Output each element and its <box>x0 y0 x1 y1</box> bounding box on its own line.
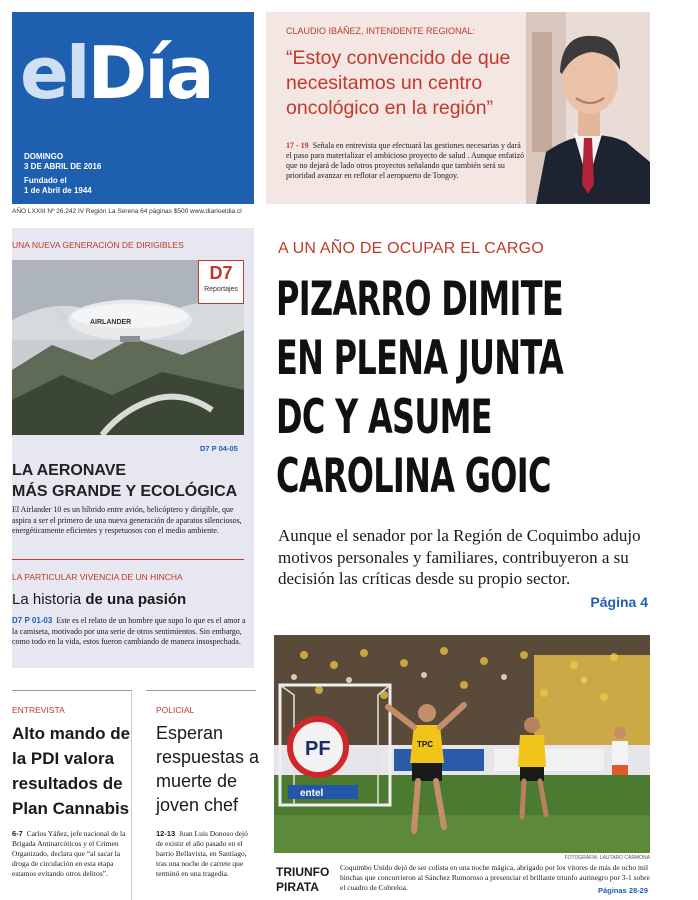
airship-label: AIRLANDER <box>90 319 132 326</box>
issue-info-line: AÑO LXXIII Nº 26.242 IV Región La Serena 64 páginas $500 www.diarioeldia.cl <box>12 208 242 215</box>
lead-headline-line: DC Y ASUME <box>276 390 492 445</box>
d7-kicker: UNA NUEVA GENERACIÓN DE DIRIGIBLES <box>12 240 184 250</box>
lead-headline-line: PIZARRO DIMITE <box>276 272 563 327</box>
d7-pages: D7 P 04-05 <box>200 444 238 453</box>
sports-title[interactable] <box>276 865 340 895</box>
hincha-title[interactable] <box>12 590 248 610</box>
d7-headline-line: MÁS GRANDE Y ECOLÓGICA <box>12 483 238 500</box>
top-story-text: Señala en entrevista que efectuará las gestiones necesarias y dará el paso para materializar el ambicioso proyecto de salud . Aunque enfatizó que no dejará de lado otros proyectos señalando que también será su prioridad avanzar en reflotar el aeropuerto de Tongoy. <box>286 141 525 180</box>
photo-credit: FOTOGRAFÍA: LAUTARO CARMONA <box>564 855 650 861</box>
chef-story <box>146 690 260 900</box>
pdi-headline[interactable]: Alto mando de la PDI valora resultados de Plan Cannabis <box>12 724 131 818</box>
sports-page-link[interactable]: Páginas 28-29 <box>597 886 648 895</box>
sports-title-line: PIRATA <box>276 880 319 894</box>
lead-page-link[interactable]: Página 4 <box>590 594 648 610</box>
newspaper-logo[interactable] <box>20 18 248 128</box>
edition-full-date: 3 DE ABRIL DE 2016 <box>24 162 102 171</box>
d7-divider <box>12 559 244 560</box>
pdi-pages: 6-7 <box>12 829 23 838</box>
sports-body: Coquimbo Unido dejó de ser colista en una noche mágica, abrigado por los vitores de más de ocho mil hinchas que concurrieron al Sánchez Rumoroso a presenciar el brillante triunfo aurinegro por 3-1 sobre el cuadro de Cobreloa. <box>340 863 650 892</box>
pdi-text: Carlos Yáñez, jefe nacional de la Brigada Antinarcóticos y el Crimen Organizado, declara que “al sacar la droga de circulación en esta etapa estamos evitando otros delitos”. <box>12 829 126 878</box>
pdi-story <box>12 690 132 900</box>
d7-body: El Airlander 10 es un híbrido entre avión, helicóptero y dirigible, que aspira a ser el primero de una nueva generación de aparatos silenciosos, energéticamente eficientes y respetuosos con el medio ambiente. <box>12 505 242 535</box>
sports-title-line: TRIUNFO <box>276 865 330 879</box>
hincha-kicker: LA PARTICULAR VIVENCIA DE UN HINCHA <box>12 572 183 582</box>
founded-label: Fundado el <box>24 176 67 185</box>
player-opponent <box>612 727 628 775</box>
pdi-kicker: ENTREVISTA <box>12 705 65 715</box>
top-story[interactable] <box>266 12 650 204</box>
founded-date: 1 de Abril de 1944 <box>24 186 92 195</box>
pdi-body <box>12 829 130 879</box>
d7-badge-label: Reportajes <box>204 286 238 293</box>
d7-section <box>12 228 254 668</box>
logo-el: el <box>20 31 88 115</box>
lead-kicker: A UN AÑO DE OCUPAR EL CARGO <box>278 240 544 257</box>
jersey-text: TPC <box>417 740 433 749</box>
logo-dia: Día <box>87 31 212 115</box>
lead-headline-line: EN PLENA JUNTA <box>276 331 564 386</box>
hincha-title-bold: de una pasión <box>85 591 187 608</box>
hincha-pages: D7 P 01-03 <box>12 616 53 625</box>
intendente-portrait-photo <box>526 12 650 204</box>
edition-date <box>24 152 184 172</box>
football-celebration-photo[interactable] <box>274 635 650 853</box>
d7-badge-code: D7 <box>209 263 233 283</box>
top-story-kicker: CLAUDIO IBÁÑEZ, INTENDENTE REGIONAL: <box>286 26 476 36</box>
chef-headline[interactable]: Esperan respuestas a muerte de joven chef <box>156 723 260 815</box>
sports-story <box>266 625 650 900</box>
chef-pages: 12-13 <box>156 829 176 838</box>
chef-body <box>156 829 256 879</box>
lead-headline[interactable] <box>276 270 657 506</box>
lead-story <box>266 228 650 613</box>
d7-reportajes-badge[interactable] <box>198 260 244 304</box>
hincha-text: Este es el relato de un hombre que supo lo que es el amor a la camiseta, motivado por una serie de otros sentimientos. Sin embargo, como todo en la vida, estos fueron cambiando de manera insospechada. <box>12 616 246 646</box>
d7-headline-line: LA AERONAVE <box>12 462 127 479</box>
edition-day: DOMINGO <box>24 152 64 161</box>
hincha-body <box>12 616 248 648</box>
top-story-body <box>286 141 526 181</box>
founded-info <box>24 176 184 196</box>
lead-headline-line: CAROLINA GOIC <box>276 449 551 504</box>
chef-kicker: POLICIAL <box>156 705 195 715</box>
lead-deck: Aunque el senador por la Región de Coquimbo adujo motivos personales y familiares, contribuyeron a su decisión las críticas desde su propio sector. <box>278 526 641 588</box>
masthead <box>12 12 254 204</box>
top-story-pages: 17 - 19 <box>286 141 309 150</box>
pf-logo-text: PF <box>305 738 331 760</box>
entel-banner-text: entel <box>300 788 324 799</box>
hincha-title-plain: La historia <box>12 591 86 608</box>
chef-text: Juan Luis Donoso dejó de existir el año pasado en el barrio Bellavista, en Santiago, tras una noche de carrete que terminó en una tragedia. <box>156 829 248 878</box>
d7-headline[interactable] <box>12 460 248 502</box>
top-story-quote[interactable]: “Estoy convencido de que necesitamos un centro oncológico en la región” <box>286 47 511 119</box>
